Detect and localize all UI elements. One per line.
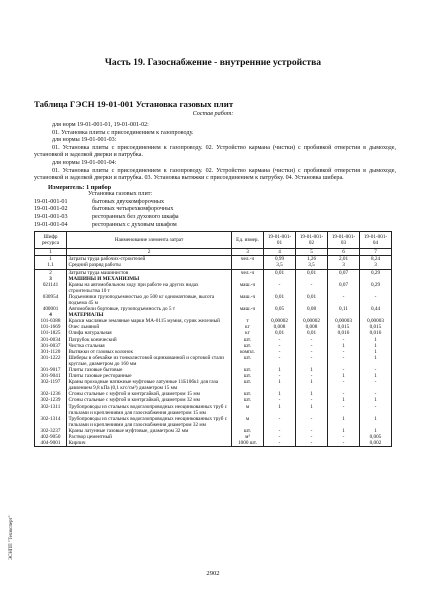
table-cell: 301-9017 xyxy=(35,367,67,373)
table-cell: 1 xyxy=(360,337,392,343)
table-cell: 0,002 xyxy=(360,440,392,447)
table-cell: 0,01 xyxy=(296,269,328,276)
table-cell: маш.-ч xyxy=(232,306,264,312)
table-cell: 021141 xyxy=(35,282,67,294)
norm-codes xyxy=(34,191,179,229)
table-cell: МАШИНЫ И МЕХАНИЗМЫ xyxy=(67,276,232,282)
table-row xyxy=(35,249,392,256)
table-cell: 1 xyxy=(264,391,296,397)
table-cell: 4 xyxy=(264,249,296,256)
column-header: Наименование элемента затрат xyxy=(67,232,232,249)
table-cell: - xyxy=(360,391,392,397)
table-cell: 302-1239 xyxy=(35,397,67,403)
table-cell: Затраты труда машинистов xyxy=(67,269,232,276)
column-header: Ед. измер. xyxy=(232,232,264,249)
table-cell: Плиты газовые ресторанные xyxy=(67,373,232,379)
table-row xyxy=(35,379,392,391)
table-cell: 4 xyxy=(35,312,67,318)
table-cell: МАТЕРИАЛЫ xyxy=(67,312,232,318)
table-cell: 400001 xyxy=(35,306,67,312)
table-cell: Патрубок конический xyxy=(67,337,232,343)
table-cell: - xyxy=(264,416,296,428)
page-number: 2902 xyxy=(206,570,220,577)
table-row xyxy=(35,440,392,447)
table-cell: шт. xyxy=(232,391,264,397)
table-cell: 0,07 xyxy=(328,269,360,276)
table-cell: Шиберы в обечайке из тонколистовой оцинкованной и сортовой стали круглые, диаметром до 160 мм xyxy=(67,355,232,367)
table-cell: кг xyxy=(232,324,264,330)
table-cell: - xyxy=(328,379,360,391)
table-cell: - xyxy=(296,416,328,428)
table-cell: 1 xyxy=(35,249,67,256)
table-cell: 3 xyxy=(328,262,360,269)
table-cell: Краны проходные натяжные муфтовые латунные 11Б10бк1 для газа давлением 9,8 кПа (0,1 кгс/см²) диаметром 15 мм xyxy=(67,379,232,391)
table-cell: 1 xyxy=(360,349,392,355)
resource-table xyxy=(34,231,392,447)
table-cell: 0,29 xyxy=(360,282,392,294)
table-cell: 302-1197 xyxy=(35,379,67,391)
norm-code-name: ресторанных с духовым шкафом xyxy=(92,221,177,228)
table-cell: шт. xyxy=(232,397,264,403)
table-cell: 6 xyxy=(328,249,360,256)
table-cell: - xyxy=(328,367,360,373)
table-cell: - xyxy=(296,355,328,367)
table-cell: - xyxy=(328,391,360,397)
table-cell: м xyxy=(232,404,264,416)
work-composition-heading: Состав работ: xyxy=(192,110,234,117)
table-cell: 1 xyxy=(264,367,296,373)
table-cell: 301-0037 xyxy=(35,343,67,349)
table-cell: 2 xyxy=(67,249,232,256)
table-cell: - xyxy=(296,343,328,349)
table-cell: - xyxy=(264,373,296,379)
table-cell: 101-0388 xyxy=(35,318,67,324)
table-cell: 1 xyxy=(296,404,328,416)
part-title: Часть 19. Газоснабжение - внутренние устройства xyxy=(104,57,322,68)
table-cell: 1 xyxy=(360,397,392,403)
table-cell: Кирпич xyxy=(67,440,232,447)
table-cell: - xyxy=(328,294,360,306)
table-cell: Средний разряд работы xyxy=(67,262,232,269)
table-cell: 1 xyxy=(360,355,392,367)
table-cell: Трубопроводы из стальных водогазопроводных неоцинкованных труб с гильзами и креплениями для газоснабжения диаметром 32 мм xyxy=(67,416,232,428)
table-cell: 030954 xyxy=(35,294,67,306)
table-cell: 1 xyxy=(360,428,392,434)
table-cell: 0,00003 xyxy=(360,318,392,324)
table-cell: 1 xyxy=(328,397,360,403)
norm-code-name: бытовых двухкомфорочных xyxy=(92,198,165,205)
table-cell: 0,00002 xyxy=(264,318,296,324)
table-cell: - xyxy=(328,337,360,343)
table-cell: 0,01 xyxy=(264,330,296,336)
table-cell: 1 xyxy=(360,416,392,428)
table-cell: 0,11 xyxy=(328,306,360,312)
table-cell: 1 xyxy=(360,343,392,349)
table-cell: маш.-ч xyxy=(232,294,264,306)
table-cell: - xyxy=(328,349,360,355)
description-paragraph: 01. Установка плиты с присоединением к газопроводу. xyxy=(52,129,194,136)
table-cell: - xyxy=(264,282,296,294)
table-cell: 0,015 xyxy=(360,324,392,330)
table-cell: 0,05 xyxy=(264,306,296,312)
description-paragraph: для норм 19-01-001-01, 19-01-001-02: xyxy=(52,122,149,128)
table-cell: Раствор цементный xyxy=(67,434,232,440)
table-cell: 101-1825 xyxy=(35,330,67,336)
table-cell: - xyxy=(264,434,296,440)
table-cell: 1 xyxy=(360,373,392,379)
norm-code-row xyxy=(34,222,179,230)
table-cell: шт. xyxy=(232,428,264,434)
table-cell: - xyxy=(328,355,360,367)
table-cell: Краны латунные газовые муфтовые, диаметром 32 мм xyxy=(67,428,232,434)
table-cell: Подъемники грузоподъемностью до 500 кг одномачтовые, высота подъема 45 м xyxy=(67,294,232,306)
table-cell: Краски масляные земляные марки МА-0115 мумия, сурик железный xyxy=(67,318,232,324)
norm-code: 19-01-001-03 xyxy=(34,214,68,221)
column-header: 19-01-001-03 xyxy=(328,232,360,249)
table-cell: 2,01 xyxy=(328,256,360,263)
side-watermark: ЭСНПП "Техэксперт" xyxy=(9,515,14,560)
table-cell: чел.-ч xyxy=(232,269,264,276)
table-cell: кг xyxy=(232,330,264,336)
table-cell: компл. xyxy=(232,349,264,355)
norm-code-row xyxy=(34,206,179,214)
table-cell: - xyxy=(360,367,392,373)
table-cell: м³ xyxy=(232,434,264,440)
table-cell: 301-9041 xyxy=(35,373,67,379)
table-cell: 0,08 xyxy=(296,306,328,312)
description-paragraph: для нормы 19-01-001-04: xyxy=(52,159,117,166)
table-cell: 101-1669 xyxy=(35,324,67,330)
table-cell: т xyxy=(232,318,264,324)
table-cell: 302-1311 xyxy=(35,404,67,416)
table-row xyxy=(35,262,392,269)
table-cell: Чистка стальная xyxy=(67,343,232,349)
norm-code: 19-01-001-04 xyxy=(34,221,68,228)
table-cell: 301-1222 xyxy=(35,355,67,367)
column-header: 19-01-001-01 xyxy=(264,232,296,249)
table-cell: Сгоны стальные с муфтой и контргайкой, диаметром 32 мм xyxy=(67,397,232,403)
table-cell: 0,005 xyxy=(360,434,392,440)
table-cell: - xyxy=(264,440,296,447)
table-row xyxy=(35,404,392,416)
table-cell: - xyxy=(264,343,296,349)
norm-code-row xyxy=(34,214,179,222)
table-cell: 0,07 xyxy=(328,282,360,294)
table-cell: 1 xyxy=(328,428,360,434)
table-cell: - xyxy=(328,434,360,440)
table-cell: чел.-ч xyxy=(232,256,264,263)
table-row xyxy=(35,355,392,367)
table-cell: Вытяжки от газовых колонок xyxy=(67,349,232,355)
table-cell: 1000 шт. xyxy=(232,440,264,447)
table-cell: 301-0034 xyxy=(35,337,67,343)
table-cell: 3 xyxy=(232,249,264,256)
table-cell: 1 xyxy=(296,391,328,397)
table-cell: 3 xyxy=(35,276,67,282)
codes-header: Установка газовых плит: xyxy=(88,191,153,198)
table-cell: 0,99 xyxy=(264,256,296,263)
norm-code: 19-01-001-01 xyxy=(34,198,68,205)
table-cell: - xyxy=(296,373,328,379)
norm-code: 19-01-001-02 xyxy=(34,206,68,213)
table-cell: 1 xyxy=(264,404,296,416)
column-header: 19-01-001-04 xyxy=(360,232,392,249)
table-cell: шт. xyxy=(232,379,264,391)
table-cell: 0,008 xyxy=(264,324,296,330)
table-cell: 0,44 xyxy=(360,306,392,312)
table-cell: Плиты газовые бытовые xyxy=(67,367,232,373)
table-cell: 301-1120 xyxy=(35,349,67,355)
description-paragraph: 01. Установка плиты с присоединением к газопроводу. 02. Устройство кармана (чистки) с пробивкой отверстия в дымоходе, установкой и заделкой дверки и патрубка. xyxy=(34,144,396,159)
table-cell: 0,01 xyxy=(296,294,328,306)
norm-code-name: ресторанных без духового шкафа xyxy=(92,214,179,221)
table-cell: шт. xyxy=(232,343,264,349)
table-cell: Очес льняной xyxy=(67,324,232,330)
table-cell: - xyxy=(296,282,328,294)
table-cell: - xyxy=(296,440,328,447)
table-cell: 402-9050 xyxy=(35,434,67,440)
table-cell: шт. xyxy=(232,373,264,379)
table-cell: 0,00002 xyxy=(296,318,328,324)
table-cell: 3,5 xyxy=(296,262,328,269)
meter-line: Измеритель: 1 прибор xyxy=(48,183,112,191)
table-cell: - xyxy=(264,428,296,434)
table-cell: 1 xyxy=(264,379,296,391)
table-cell: шт. xyxy=(232,337,264,343)
table-cell: - xyxy=(360,404,392,416)
table-cell: шт. xyxy=(232,355,264,367)
table-cell: 0,015 xyxy=(328,324,360,330)
table-cell: шт. xyxy=(232,367,264,373)
table-cell: 8,24 xyxy=(360,256,392,263)
table-title: Таблица ГЭСН 19-01-001 Установка газовых плит xyxy=(34,99,234,109)
table-cell: 302-1236 xyxy=(35,391,67,397)
table-cell: - xyxy=(264,397,296,403)
table-cell: 0,00003 xyxy=(328,318,360,324)
table-cell: 302-1314 xyxy=(35,416,67,428)
table-cell: - xyxy=(264,355,296,367)
table-cell: 0,008 xyxy=(296,324,328,330)
table-cell: - xyxy=(296,337,328,343)
column-header: Шифр ресурса xyxy=(35,232,67,249)
table-cell: Затраты труда рабочих-строителей xyxy=(67,256,232,263)
table-cell: 2 xyxy=(35,269,67,276)
table-cell: 1 xyxy=(328,373,360,379)
table-cell: 1 xyxy=(296,367,328,373)
table-cell: 1 xyxy=(296,379,328,391)
table-cell: Сгоны стальные с муфтой и контргайкой, диаметром 15 мм xyxy=(67,391,232,397)
table-row xyxy=(35,294,392,306)
table-cell: - xyxy=(264,337,296,343)
table-cell: - xyxy=(264,349,296,355)
table-cell: Олифа натуральная xyxy=(67,330,232,336)
table-cell: 7 xyxy=(360,249,392,256)
table-header-row xyxy=(35,232,392,249)
table-row xyxy=(35,282,392,294)
table-cell: 1 xyxy=(328,343,360,349)
table-cell: м xyxy=(232,416,264,428)
table-cell: - xyxy=(296,349,328,355)
table-cell: маш.-ч xyxy=(232,282,264,294)
table-cell: Автомобили бортовые, грузоподъемность до 5 т xyxy=(67,306,232,312)
table-cell: 1 xyxy=(35,256,67,263)
column-header: 19-01-001-02 xyxy=(296,232,328,249)
table-cell: Трубопроводы из стальных водогазопроводных неоцинкованных труб с гильзами и креплениями для газоснабжения диаметром 15 мм xyxy=(67,404,232,416)
table-cell: 3 xyxy=(360,262,392,269)
table-cell: - xyxy=(360,294,392,306)
table-cell: 0,29 xyxy=(360,269,392,276)
table-cell: 3,5 xyxy=(264,262,296,269)
work-description xyxy=(34,122,396,183)
table-cell: - xyxy=(296,397,328,403)
table-row xyxy=(35,416,392,428)
table-row xyxy=(35,269,392,276)
table-cell: 404-9001 xyxy=(35,440,67,447)
table-cell: 1,26 xyxy=(296,256,328,263)
table-cell: - xyxy=(360,379,392,391)
table-cell: 1 xyxy=(328,416,360,428)
table-cell: 0,01 xyxy=(264,269,296,276)
table-cell: - xyxy=(296,434,328,440)
table-cell: 0,01 xyxy=(296,330,328,336)
table-cell: Краны на автомобильном ходу при работе на других видах строительства 10 т xyxy=(67,282,232,294)
description-paragraph: 01. Установка плиты с присоединением к газопроводу. 02. Устройство кармана (чистки) с пробивкой отверстия в дымоходе, установкой и заделкой дверки и патрубка. 03. Установка вытяжки с присоединением к патрубку. 04. Установка шибера. xyxy=(34,167,396,182)
norm-code-name: бытовых четырехкомфорочных xyxy=(92,206,174,213)
table-cell: 0,016 xyxy=(328,330,360,336)
table-cell: 0,01 xyxy=(264,294,296,306)
table-cell: 0,016 xyxy=(360,330,392,336)
table-cell: 1.1 xyxy=(35,262,67,269)
table-cell xyxy=(232,262,264,269)
table-cell: - xyxy=(296,428,328,434)
table-cell: - xyxy=(328,404,360,416)
table-body xyxy=(35,249,392,447)
table-cell: 5 xyxy=(296,249,328,256)
description-paragraph: для нормы 19-01-001-03: xyxy=(52,137,117,144)
table-cell: 302-3237 xyxy=(35,428,67,434)
table-cell: - xyxy=(328,440,360,447)
